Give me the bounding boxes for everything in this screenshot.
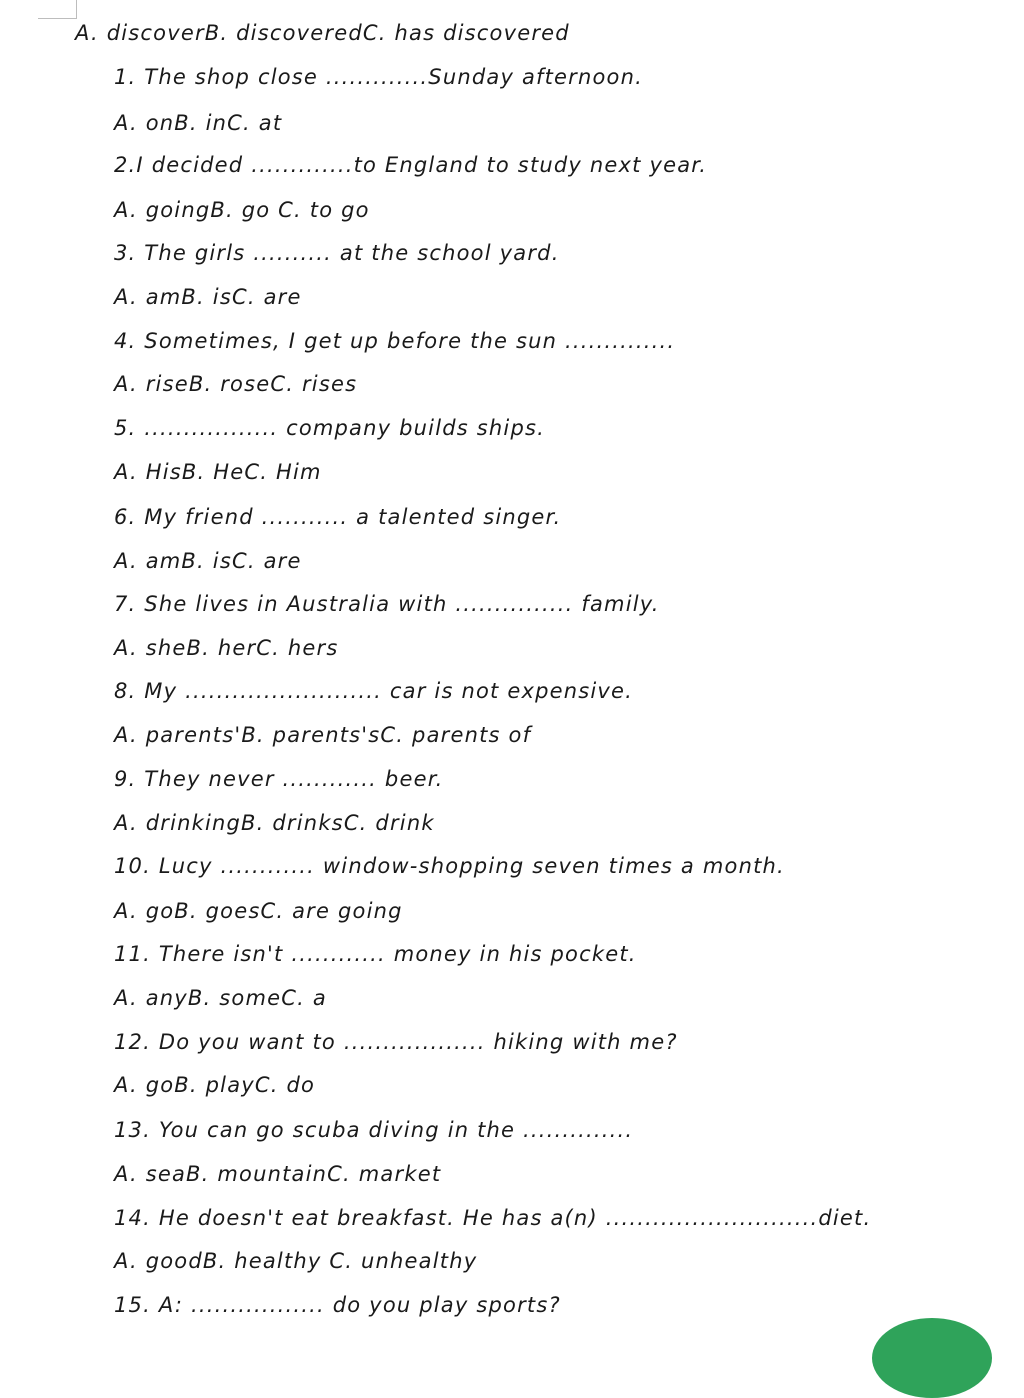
question-12: 12. Do you want to .................. hiking with me? xyxy=(114,1030,678,1054)
answer-options-10: A. goB. goesC. are going xyxy=(114,899,403,923)
answer-options-9: A. drinkingB. drinksC. drink xyxy=(114,811,435,835)
question-2: 2.I decided .............to England to study next year. xyxy=(114,153,708,177)
answer-options-14: A. goodB. healthy C. unhealthy xyxy=(114,1249,478,1273)
question-9: 9. They never ............ beer. xyxy=(114,767,444,791)
question-7: 7. She lives in Australia with ............... family. xyxy=(114,592,660,616)
answer-options-12: A. goB. playC. do xyxy=(114,1073,316,1097)
question-5: 5. ................. company builds ships. xyxy=(114,416,546,440)
answer-options-6: A. amB. isC. are xyxy=(114,549,302,573)
question-11: 11. There isn't ............ money in his pocket. xyxy=(114,942,637,966)
question-4: 4. Sometimes, I get up before the sun .............. xyxy=(114,329,676,353)
question-15: 15. A: ................. do you play sports? xyxy=(114,1293,561,1317)
answer-options-5: A. HisB. HeC. Him xyxy=(114,460,322,484)
answer-options-8: A. parents'B. parents'sC. parents of xyxy=(114,723,532,747)
answer-options-2: A. goingB. go C. to go xyxy=(114,198,370,222)
question-14: 14. He doesn't eat breakfast. He has a(n) ...........................diet. xyxy=(114,1206,872,1230)
answer-options-7: A. sheB. herC. hers xyxy=(114,636,339,660)
answer-options-11: A. anyB. someC. a xyxy=(114,986,327,1010)
question-3: 3. The girls .......... at the school yard. xyxy=(114,241,560,265)
answer-options-13: A. seaB. mountainC. market xyxy=(114,1162,442,1186)
answer-options-1: A. onB. inC. at xyxy=(114,111,283,135)
floating-action-blob[interactable] xyxy=(872,1318,992,1398)
answer-options-3: A. amB. isC. are xyxy=(114,285,302,309)
question-8: 8. My ......................... car is not expensive. xyxy=(114,679,634,703)
answer-options-0: A. discoverB. discoveredC. has discovered xyxy=(75,21,570,45)
question-6: 6. My friend ........... a talented singer. xyxy=(114,505,562,529)
question-1: 1. The shop close .............Sunday afternoon. xyxy=(114,65,643,89)
question-10: 10. Lucy ............ window-shopping seven times a month. xyxy=(114,854,785,878)
question-13: 13. You can go scuba diving in the .............. xyxy=(114,1118,634,1142)
page-corner-mark xyxy=(38,0,77,19)
answer-options-4: A. riseB. roseC. rises xyxy=(114,372,358,396)
